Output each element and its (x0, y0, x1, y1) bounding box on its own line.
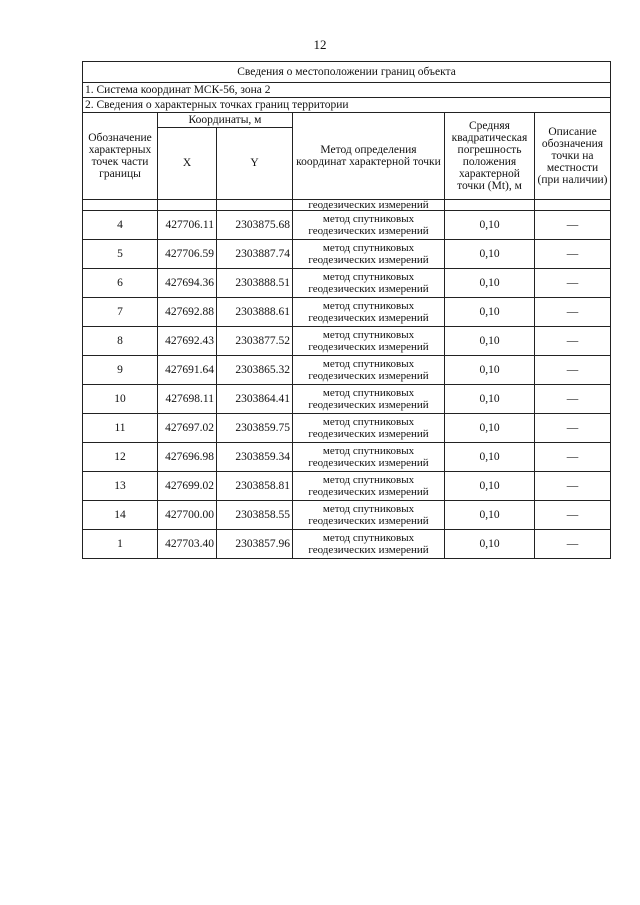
method-line-1: метод спутниковых (322, 416, 415, 428)
description-value: — (535, 211, 611, 240)
description-value: — (535, 385, 611, 414)
method-line-1: метод спутниковых (322, 503, 415, 515)
table-row (83, 327, 611, 356)
method-line-1: метод спутниковых (322, 474, 415, 486)
coordinate-x: 427696.98 (158, 443, 217, 472)
description-value: — (535, 530, 611, 559)
coordinate-y: 2303857.96 (217, 530, 293, 559)
point-number: 14 (83, 501, 158, 530)
continuation-error (445, 200, 535, 211)
continuation-description (535, 200, 611, 211)
point-number: 8 (83, 327, 158, 356)
table-row (83, 472, 611, 501)
point-number: 12 (83, 443, 158, 472)
points-section-row (83, 98, 611, 113)
header-coordinates: Координаты, м (158, 113, 293, 128)
method-cell (293, 356, 445, 385)
table-row (83, 211, 611, 240)
table-row (83, 240, 611, 269)
point-number: 5 (83, 240, 158, 269)
method-line-2: геодезических измерений (308, 370, 429, 382)
method-line-2: геодезических измерений (308, 486, 429, 498)
coordinate-system-row (83, 83, 611, 98)
header-row (83, 113, 611, 128)
method-line-2: геодезических измерений (308, 457, 429, 469)
table-title: Сведения о местоположении границ объекта (83, 62, 611, 83)
coordinate-y: 2303877.52 (217, 327, 293, 356)
point-number: 1 (83, 530, 158, 559)
table-row (83, 356, 611, 385)
method-cell (293, 443, 445, 472)
method-line-2: геодезических измерений (308, 312, 429, 324)
method-line-1: метод спутниковых (322, 300, 415, 312)
error-value: 0,10 (445, 385, 535, 414)
description-value: — (535, 298, 611, 327)
coordinate-x: 427697.02 (158, 414, 217, 443)
header-method: Метод определения координат характерной точки (293, 113, 445, 200)
method-line-1: метод спутниковых (322, 387, 415, 399)
coordinate-x: 427698.11 (158, 385, 217, 414)
method-cell (293, 240, 445, 269)
method-cell (293, 327, 445, 356)
continuation-point (83, 200, 158, 211)
coordinate-y: 2303875.68 (217, 211, 293, 240)
error-value: 0,10 (445, 211, 535, 240)
boundary-points-table (82, 61, 611, 559)
point-number: 11 (83, 414, 158, 443)
point-number: 13 (83, 472, 158, 501)
points-section-title: 2. Сведения о характерных точках границ территории (83, 98, 611, 113)
method-cell (293, 211, 445, 240)
point-number: 6 (83, 269, 158, 298)
method-line-1: метод спутниковых (322, 242, 415, 254)
description-value: — (535, 472, 611, 501)
method-line-2: геодезических измерений (308, 254, 429, 266)
description-value: — (535, 327, 611, 356)
method-line-1: метод спутниковых (322, 329, 415, 341)
table-row (83, 443, 611, 472)
header-description: Описание обозначения точки на местности (при наличии) (535, 113, 611, 200)
table-row (83, 385, 611, 414)
coordinate-y: 2303858.81 (217, 472, 293, 501)
method-line-2: геодезических измерений (308, 515, 429, 527)
error-value: 0,10 (445, 443, 535, 472)
header-point-id: Обозначение характерных точек части границы (83, 113, 158, 200)
coordinate-x: 427691.64 (158, 356, 217, 385)
error-value: 0,10 (445, 501, 535, 530)
description-value: — (535, 414, 611, 443)
error-value: 0,10 (445, 530, 535, 559)
point-number: 10 (83, 385, 158, 414)
table-title-row (83, 62, 611, 83)
point-number: 9 (83, 356, 158, 385)
method-cell (293, 472, 445, 501)
method-cell (293, 501, 445, 530)
method-line-1: метод спутниковых (322, 532, 415, 544)
table-row (83, 530, 611, 559)
description-value: — (535, 269, 611, 298)
coordinate-x: 427699.02 (158, 472, 217, 501)
method-cell (293, 530, 445, 559)
coordinate-x: 427706.11 (158, 211, 217, 240)
method-line-2: геодезических измерений (308, 399, 429, 411)
coordinate-x: 427706.59 (158, 240, 217, 269)
point-number: 7 (83, 298, 158, 327)
method-cell (293, 414, 445, 443)
description-value: — (535, 356, 611, 385)
error-value: 0,10 (445, 298, 535, 327)
method-line-1: метод спутниковых (322, 271, 415, 283)
error-value: 0,10 (445, 356, 535, 385)
coordinate-system: 1. Система координат МСК-56, зона 2 (83, 83, 611, 98)
coordinate-x: 427692.43 (158, 327, 217, 356)
coordinate-y: 2303864.41 (217, 385, 293, 414)
method-cell (293, 298, 445, 327)
coordinate-y: 2303888.61 (217, 298, 293, 327)
continuation-row (83, 200, 611, 211)
error-value: 0,10 (445, 240, 535, 269)
error-value: 0,10 (445, 327, 535, 356)
header-error: Средняя квадратическая погрешность положения характерной точки (Mt), м (445, 113, 535, 200)
method-line-2: геодезических измерений (308, 283, 429, 295)
error-value: 0,10 (445, 414, 535, 443)
method-line-1: метод спутниковых (322, 445, 415, 457)
coordinate-y: 2303859.75 (217, 414, 293, 443)
method-line-1: метод спутниковых (322, 358, 415, 370)
continuation-y (217, 200, 293, 211)
method-cell (293, 269, 445, 298)
method-cell (293, 385, 445, 414)
table-row (83, 298, 611, 327)
header-y: Y (217, 128, 293, 200)
coordinate-x: 427703.40 (158, 530, 217, 559)
coordinate-y: 2303858.55 (217, 501, 293, 530)
description-value: — (535, 240, 611, 269)
method-line-2: геодезических измерений (308, 428, 429, 440)
method-line-2: геодезических измерений (308, 544, 429, 556)
error-value: 0,10 (445, 269, 535, 298)
coordinate-x: 427694.36 (158, 269, 217, 298)
coordinate-y: 2303859.34 (217, 443, 293, 472)
method-line-1: метод спутниковых (322, 213, 415, 225)
coordinate-x: 427700.00 (158, 501, 217, 530)
continuation-x (158, 200, 217, 211)
method-line-2: геодезических измерений (308, 341, 429, 353)
coordinate-y: 2303887.74 (217, 240, 293, 269)
header-x: X (158, 128, 217, 200)
description-value: — (535, 501, 611, 530)
coordinate-x: 427692.88 (158, 298, 217, 327)
error-value: 0,10 (445, 472, 535, 501)
page-number: 12 (313, 37, 327, 52)
coordinate-y: 2303888.51 (217, 269, 293, 298)
table-row (83, 269, 611, 298)
table-row (83, 414, 611, 443)
description-value: — (535, 443, 611, 472)
coordinate-y: 2303865.32 (217, 356, 293, 385)
table-row (83, 501, 611, 530)
method-line-2: геодезических измерений (308, 225, 429, 237)
point-number: 4 (83, 211, 158, 240)
continuation-method: геодезических измерений (293, 200, 445, 211)
